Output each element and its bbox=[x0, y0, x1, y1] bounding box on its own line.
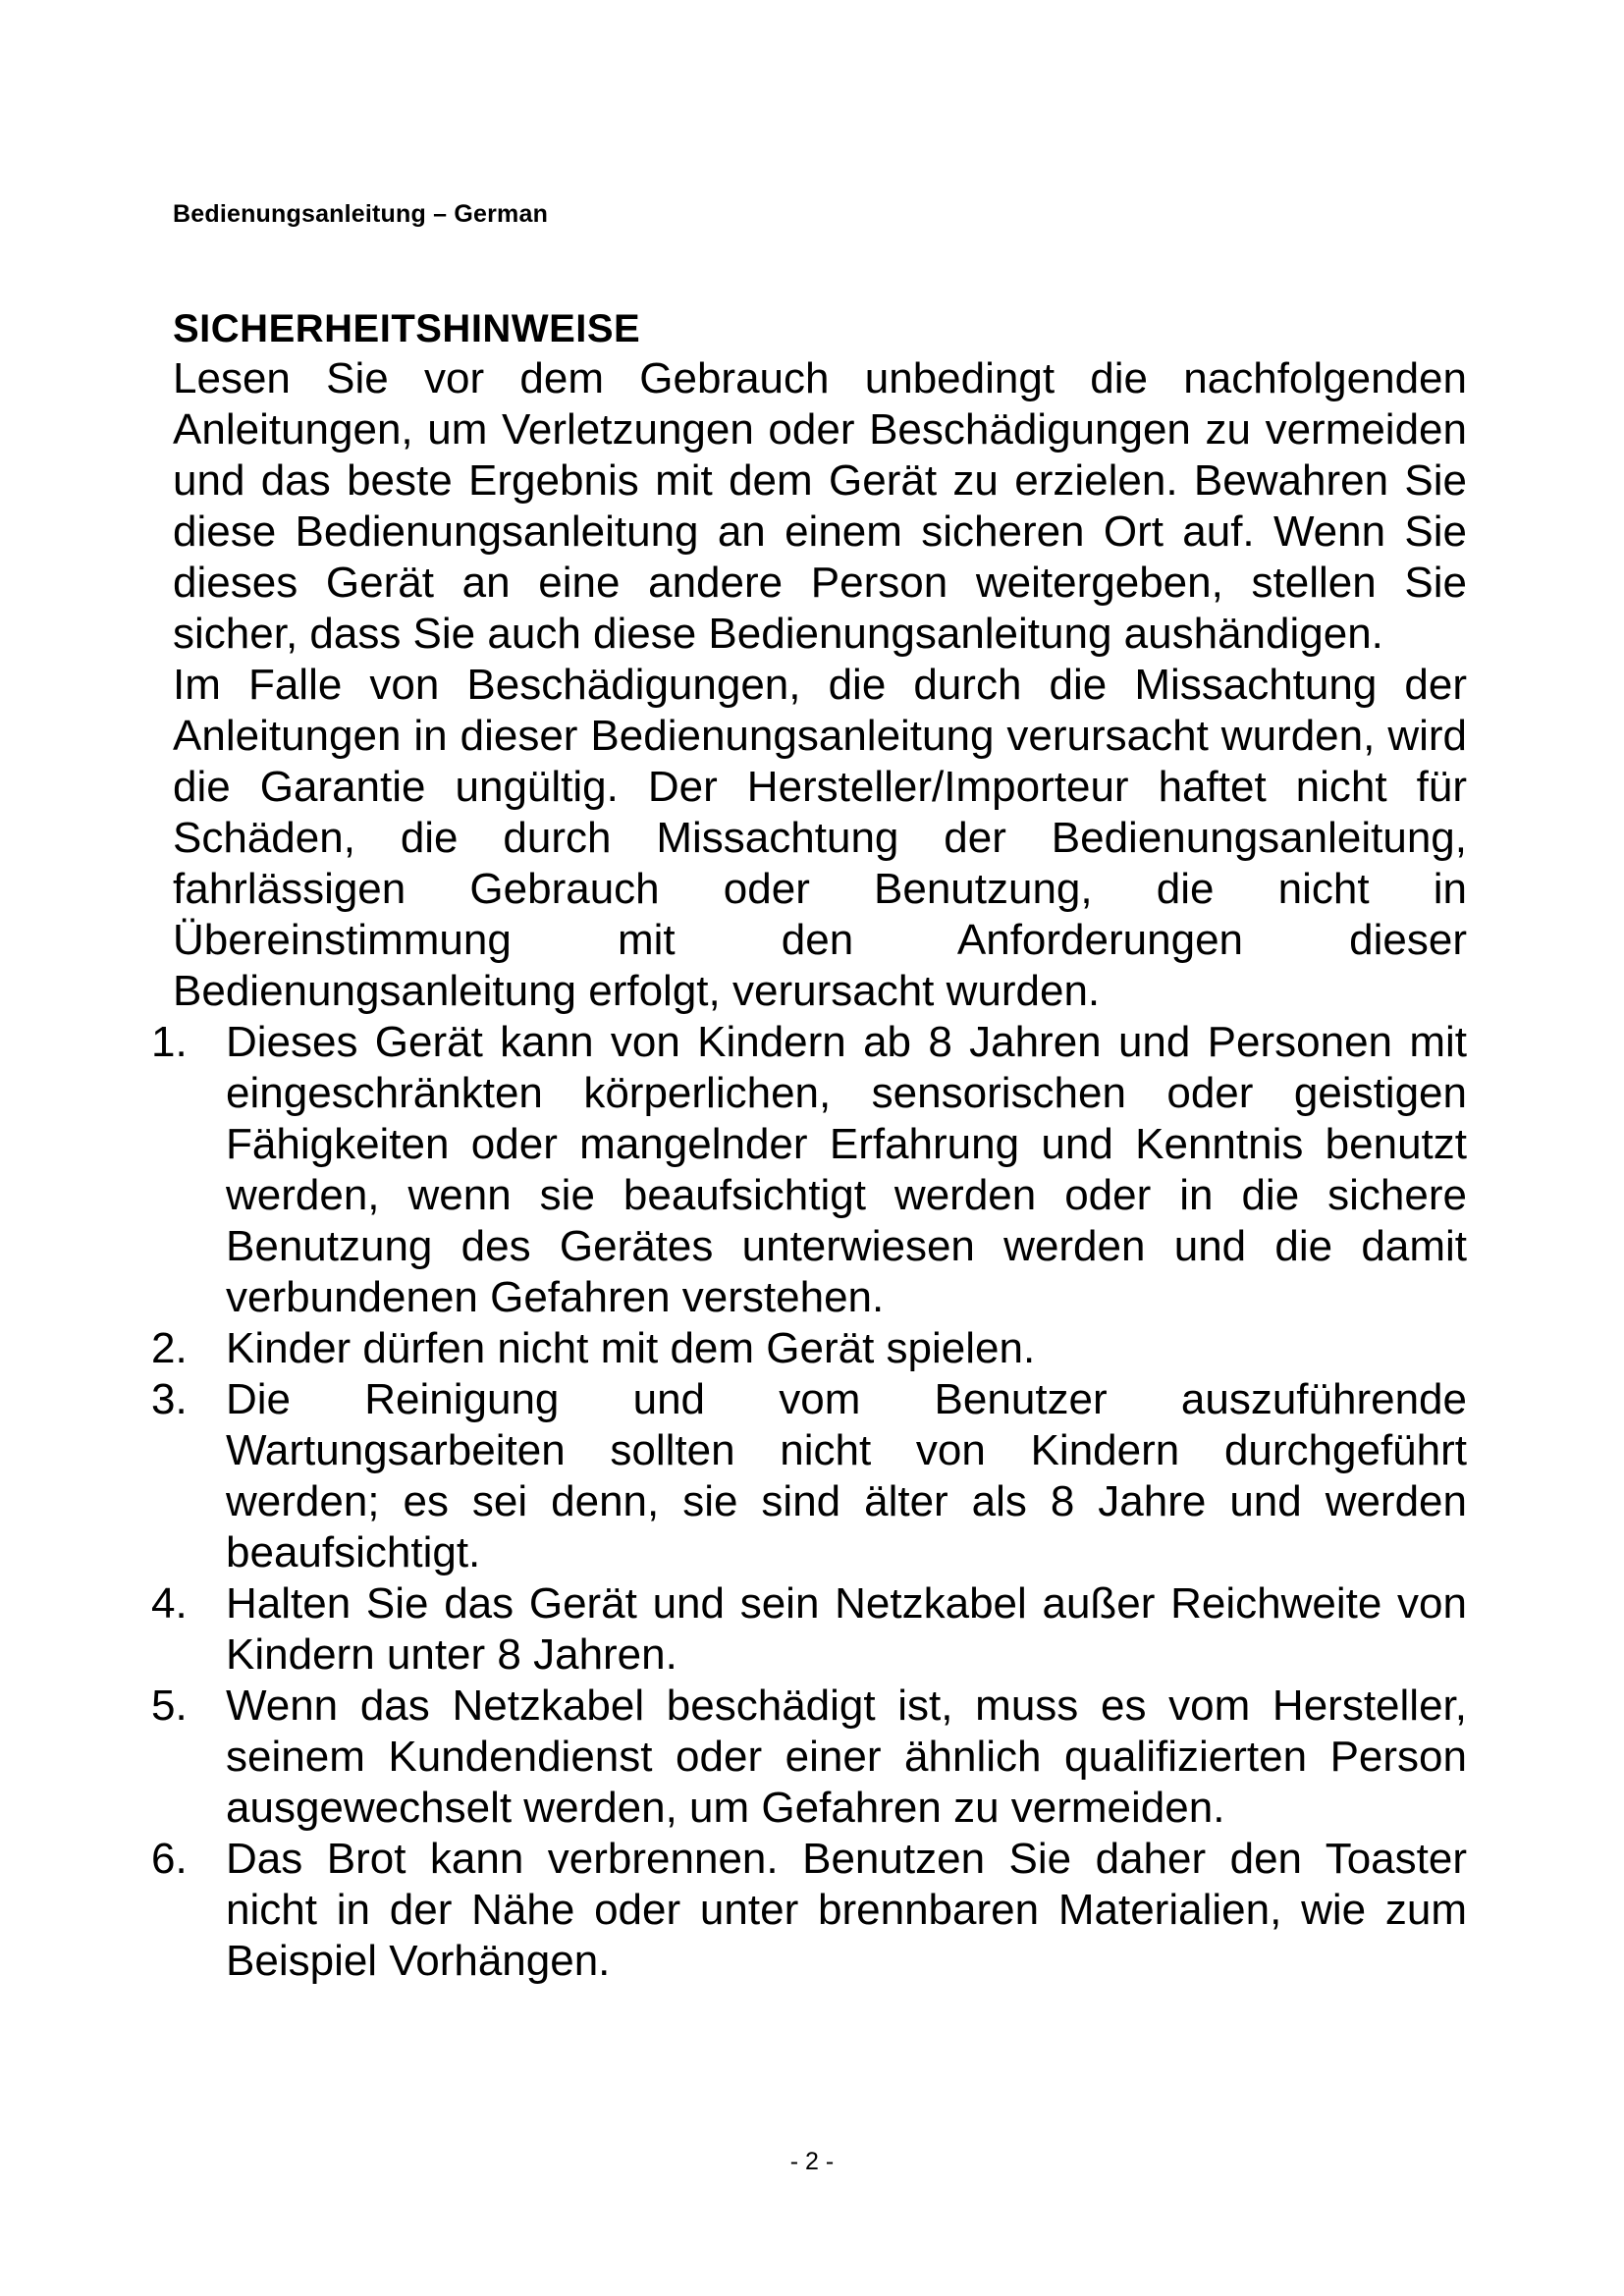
running-header: Bedienungsanleitung – German bbox=[173, 200, 549, 228]
page-number: - 2 - bbox=[789, 2148, 835, 2175]
safety-section bbox=[151, 304, 1467, 1987]
list-item-text: Dieses Gerät kann von Kindern ab 8 Jahren und Personen mit eingeschränkten körperlichen, sensorischen oder geistigen Fähigkeiten oder mangelnder Erfahrung und Kenntnis benutzt werden, wenn sie beaufsichtigt werden oder in die sichere Benutzung des Gerätes unterwiesen werden und die damit verbundenen Gefahren verstehen. bbox=[226, 1018, 1467, 1321]
section-title: SICHERHEITSHINWEISE bbox=[173, 307, 641, 350]
list-item-number: 4. bbox=[151, 1579, 188, 1628]
list-item-number: 1. bbox=[151, 1018, 188, 1066]
list-item-text: Das Brot kann verbrennen. Benutzen Sie daher den Toaster nicht in der Nähe oder unter brennbaren Materialien, wie zum Beispiel Vorhängen. bbox=[226, 1835, 1467, 1985]
list-item-number: 3. bbox=[151, 1375, 188, 1423]
list-item bbox=[151, 1323, 1467, 1374]
list-item-text: Kinder dürfen nicht mit dem Gerät spielen. bbox=[226, 1324, 1036, 1372]
list-item-text: Halten Sie das Gerät und sein Netzkabel außer Reichweite von Kindern unter 8 Jahren. bbox=[226, 1579, 1467, 1679]
safety-list bbox=[151, 1017, 1467, 1987]
list-item bbox=[151, 1834, 1467, 1987]
list-item bbox=[151, 1578, 1467, 1681]
list-item-number: 6. bbox=[151, 1835, 188, 1883]
list-item-text: Wenn das Netzkabel beschädigt ist, muss es vom Hersteller, seinem Kundendienst oder einer ähnlich qualifizierten Person ausgewechselt werden, um Gefahren zu vermeiden. bbox=[226, 1682, 1467, 1832]
list-item-number: 2. bbox=[151, 1324, 188, 1372]
list-item bbox=[151, 1681, 1467, 1834]
list-item bbox=[151, 1017, 1467, 1323]
list-item-text: Die Reinigung und vom Benutzer auszuführende Wartungsarbeiten sollten nicht von Kindern durchgeführt werden; es sei denn, sie sind älter als 8 Jahre und werden beaufsichtigt. bbox=[226, 1375, 1467, 1576]
warranty-paragraph: Im Falle von Beschädigungen, die durch die Missachtung der Anleitungen in dieser Bedienungsanleitung verursacht wurden, wird die Garantie ungültig. Der Hersteller/Importeur haftet nicht für Schäden, die durch Missachtung der Bedienungsanleitung, fahrlässigen Gebrauch oder Benutzung, die nicht in Übereinstimmung mit den Anforderungen dieser Bedienungsanleitung erfolgt, verursacht wurden. bbox=[173, 661, 1467, 1015]
intro-paragraph: Lesen Sie vor dem Gebrauch unbedingt die nachfolgenden Anleitungen, um Verletzungen oder Beschädigungen zu vermeiden und das beste Ergebnis mit dem Gerät zu erzielen. Bewahren Sie diese Bedienungsanleitung an einem sicheren Ort auf. Wenn Sie dieses Gerät an eine andere Person weitergeben, stellen Sie sicher, dass Sie auch diese Bedienungsanleitung aushändigen. bbox=[173, 354, 1467, 658]
list-item-number: 5. bbox=[151, 1682, 188, 1730]
list-item bbox=[151, 1374, 1467, 1578]
